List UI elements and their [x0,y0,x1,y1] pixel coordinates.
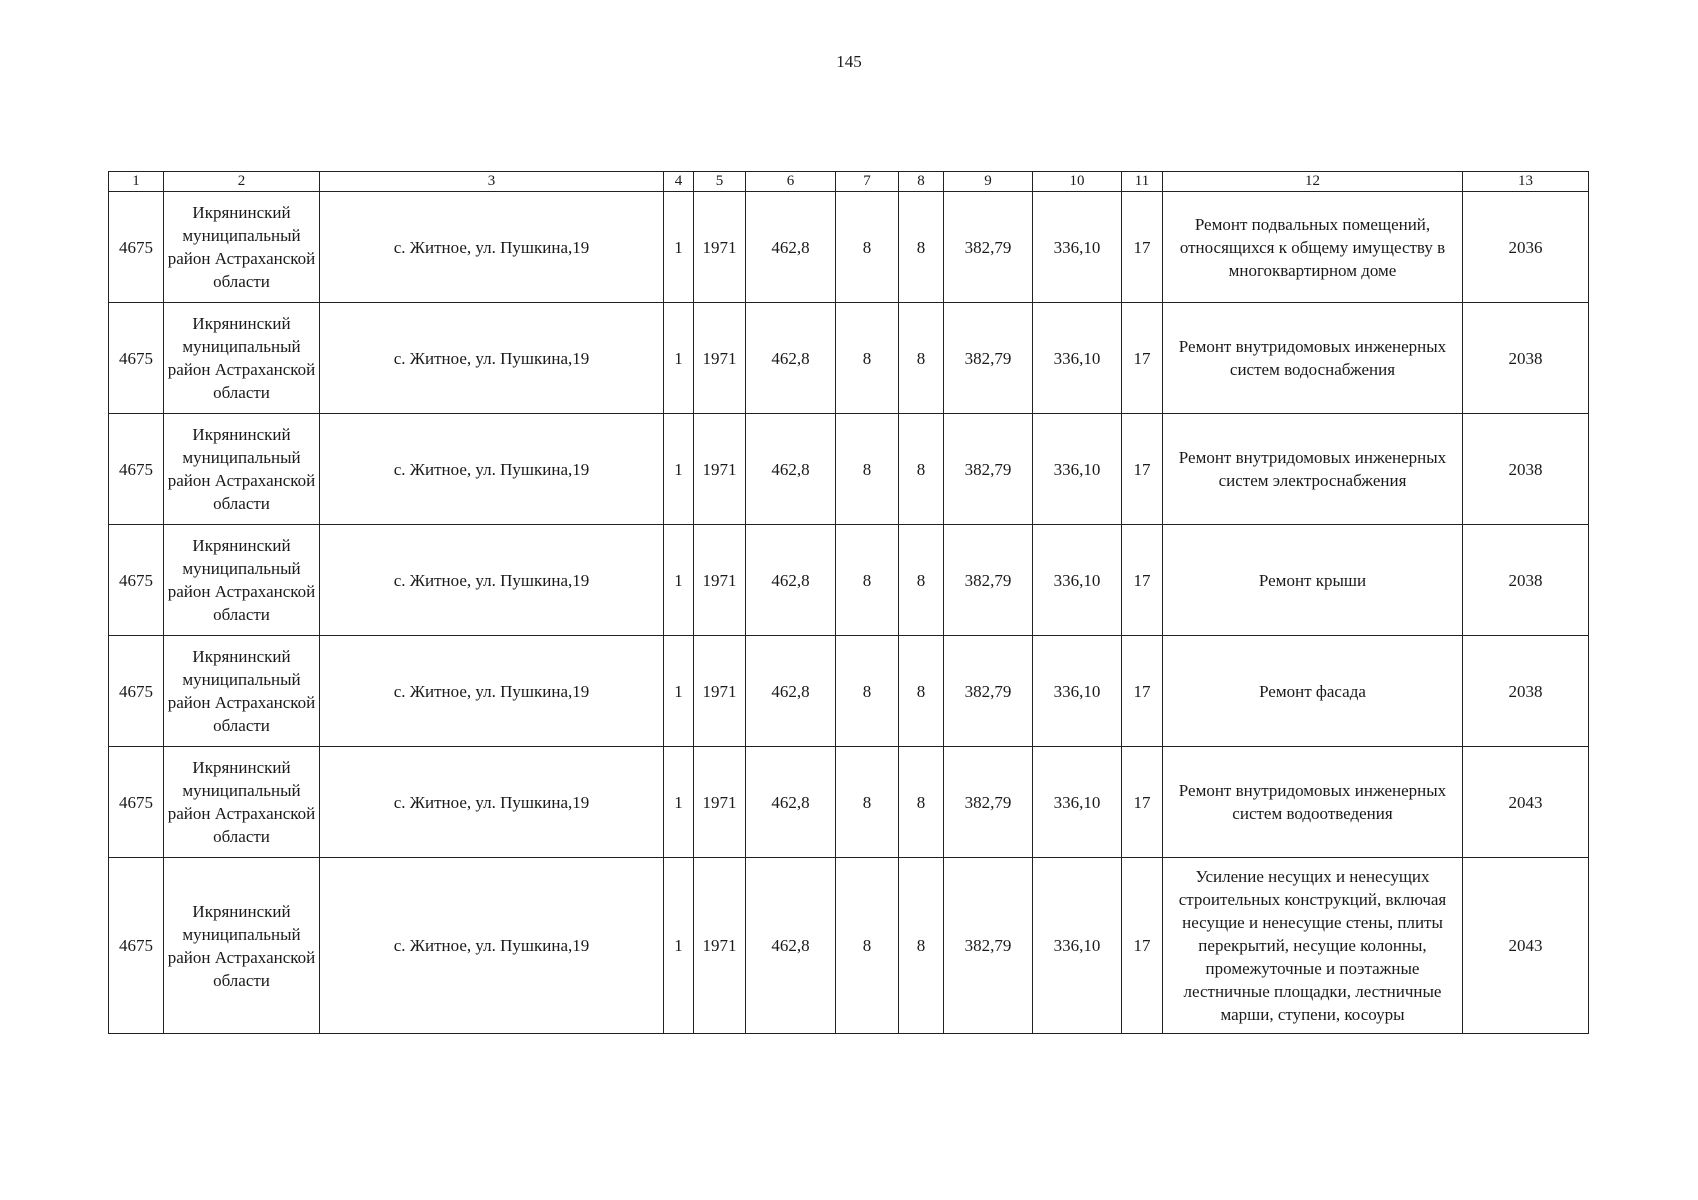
cell-plan-year: 2038 [1463,303,1589,414]
cell-district: Икрянинский муниципальный район Астраханской области [164,858,320,1034]
cell-district: Икрянинский муниципальный район Астраханской области [164,525,320,636]
cell-col11: 17 [1122,192,1163,303]
cell-col8: 8 [899,858,944,1034]
column-header: 11 [1122,172,1163,192]
cell-col7: 8 [836,303,899,414]
cell-work-type: Ремонт внутридомовых инженерных систем водоотведения [1163,747,1463,858]
cell-col11: 17 [1122,525,1163,636]
cell-year: 1971 [694,525,746,636]
column-header: 6 [746,172,836,192]
cell-year: 1971 [694,303,746,414]
column-header: 10 [1033,172,1122,192]
cell-col9: 382,79 [944,525,1033,636]
cell-work-type: Усиление несущих и ненесущих строительных конструкций, включая несущие и ненесущие стены, плиты перекрытий, несущие колонны, промежуточные и поэтажные лестничные площадки, лестничные марши, ступени, косоуры [1163,858,1463,1034]
cell-col10: 336,10 [1033,414,1122,525]
cell-col10: 336,10 [1033,303,1122,414]
cell-address: с. Житное, ул. Пушкина,19 [320,636,664,747]
cell-district: Икрянинский муниципальный район Астраханской области [164,414,320,525]
cell-area: 462,8 [746,858,836,1034]
cell-col10: 336,10 [1033,192,1122,303]
column-header: 13 [1463,172,1589,192]
cell-col8: 8 [899,414,944,525]
cell-col4: 1 [664,303,694,414]
cell-year: 1971 [694,414,746,525]
cell-id: 4675 [109,636,164,747]
cell-year: 1971 [694,858,746,1034]
cell-work-type: Ремонт фасада [1163,636,1463,747]
cell-id: 4675 [109,303,164,414]
table-row [109,303,1589,414]
cell-col8: 8 [899,303,944,414]
cell-plan-year: 2043 [1463,747,1589,858]
cell-col7: 8 [836,858,899,1034]
cell-col9: 382,79 [944,747,1033,858]
cell-work-type: Ремонт крыши [1163,525,1463,636]
column-header: 4 [664,172,694,192]
cell-area: 462,8 [746,414,836,525]
cell-col7: 8 [836,192,899,303]
cell-work-type: Ремонт подвальных помещений, относящихся к общему имуществу в многоквартирном доме [1163,192,1463,303]
cell-area: 462,8 [746,636,836,747]
page-number: 145 [836,52,862,71]
column-header: 2 [164,172,320,192]
cell-address: с. Житное, ул. Пушкина,19 [320,525,664,636]
cell-year: 1971 [694,192,746,303]
cell-col8: 8 [899,192,944,303]
cell-address: с. Житное, ул. Пушкина,19 [320,414,664,525]
cell-col11: 17 [1122,303,1163,414]
column-header: 12 [1163,172,1463,192]
cell-plan-year: 2038 [1463,525,1589,636]
cell-col7: 8 [836,636,899,747]
table-row [109,192,1589,303]
cell-id: 4675 [109,414,164,525]
cell-address: с. Житное, ул. Пушкина,19 [320,858,664,1034]
cell-district: Икрянинский муниципальный район Астраханской области [164,636,320,747]
cell-col10: 336,10 [1033,525,1122,636]
cell-id: 4675 [109,525,164,636]
cell-id: 4675 [109,858,164,1034]
cell-area: 462,8 [746,525,836,636]
cell-col10: 336,10 [1033,747,1122,858]
cell-district: Икрянинский муниципальный район Астраханской области [164,747,320,858]
table-row [109,525,1589,636]
cell-col7: 8 [836,747,899,858]
cell-col7: 8 [836,414,899,525]
cell-area: 462,8 [746,303,836,414]
column-header: 8 [899,172,944,192]
cell-address: с. Житное, ул. Пушкина,19 [320,303,664,414]
column-header: 3 [320,172,664,192]
cell-district: Икрянинский муниципальный район Астраханской области [164,192,320,303]
cell-id: 4675 [109,747,164,858]
cell-col9: 382,79 [944,414,1033,525]
capital-repair-table [108,171,1589,1034]
cell-col9: 382,79 [944,192,1033,303]
table-row [109,414,1589,525]
cell-address: с. Житное, ул. Пушкина,19 [320,747,664,858]
cell-plan-year: 2038 [1463,414,1589,525]
cell-col4: 1 [664,747,694,858]
cell-col8: 8 [899,636,944,747]
cell-district: Икрянинский муниципальный район Астраханской области [164,303,320,414]
cell-work-type: Ремонт внутридомовых инженерных систем электроснабжения [1163,414,1463,525]
cell-col11: 17 [1122,414,1163,525]
cell-col9: 382,79 [944,858,1033,1034]
cell-area: 462,8 [746,747,836,858]
cell-col7: 8 [836,525,899,636]
cell-plan-year: 2036 [1463,192,1589,303]
cell-address: с. Житное, ул. Пушкина,19 [320,192,664,303]
cell-area: 462,8 [746,192,836,303]
cell-plan-year: 2043 [1463,858,1589,1034]
cell-col4: 1 [664,192,694,303]
cell-id: 4675 [109,192,164,303]
table-row [109,636,1589,747]
cell-col8: 8 [899,747,944,858]
column-header: 7 [836,172,899,192]
cell-plan-year: 2038 [1463,636,1589,747]
cell-year: 1971 [694,636,746,747]
cell-col11: 17 [1122,747,1163,858]
cell-col9: 382,79 [944,303,1033,414]
cell-col10: 336,10 [1033,858,1122,1034]
cell-col11: 17 [1122,636,1163,747]
cell-col4: 1 [664,636,694,747]
cell-work-type: Ремонт внутридомовых инженерных систем водоснабжения [1163,303,1463,414]
header-row [109,172,1589,192]
cell-col4: 1 [664,525,694,636]
cell-year: 1971 [694,747,746,858]
column-header: 9 [944,172,1033,192]
table-row [109,858,1589,1034]
column-header: 1 [109,172,164,192]
cell-col4: 1 [664,414,694,525]
cell-col8: 8 [899,525,944,636]
cell-col4: 1 [664,858,694,1034]
cell-col10: 336,10 [1033,636,1122,747]
column-header: 5 [694,172,746,192]
cell-col9: 382,79 [944,636,1033,747]
cell-col11: 17 [1122,858,1163,1034]
table-row [109,747,1589,858]
